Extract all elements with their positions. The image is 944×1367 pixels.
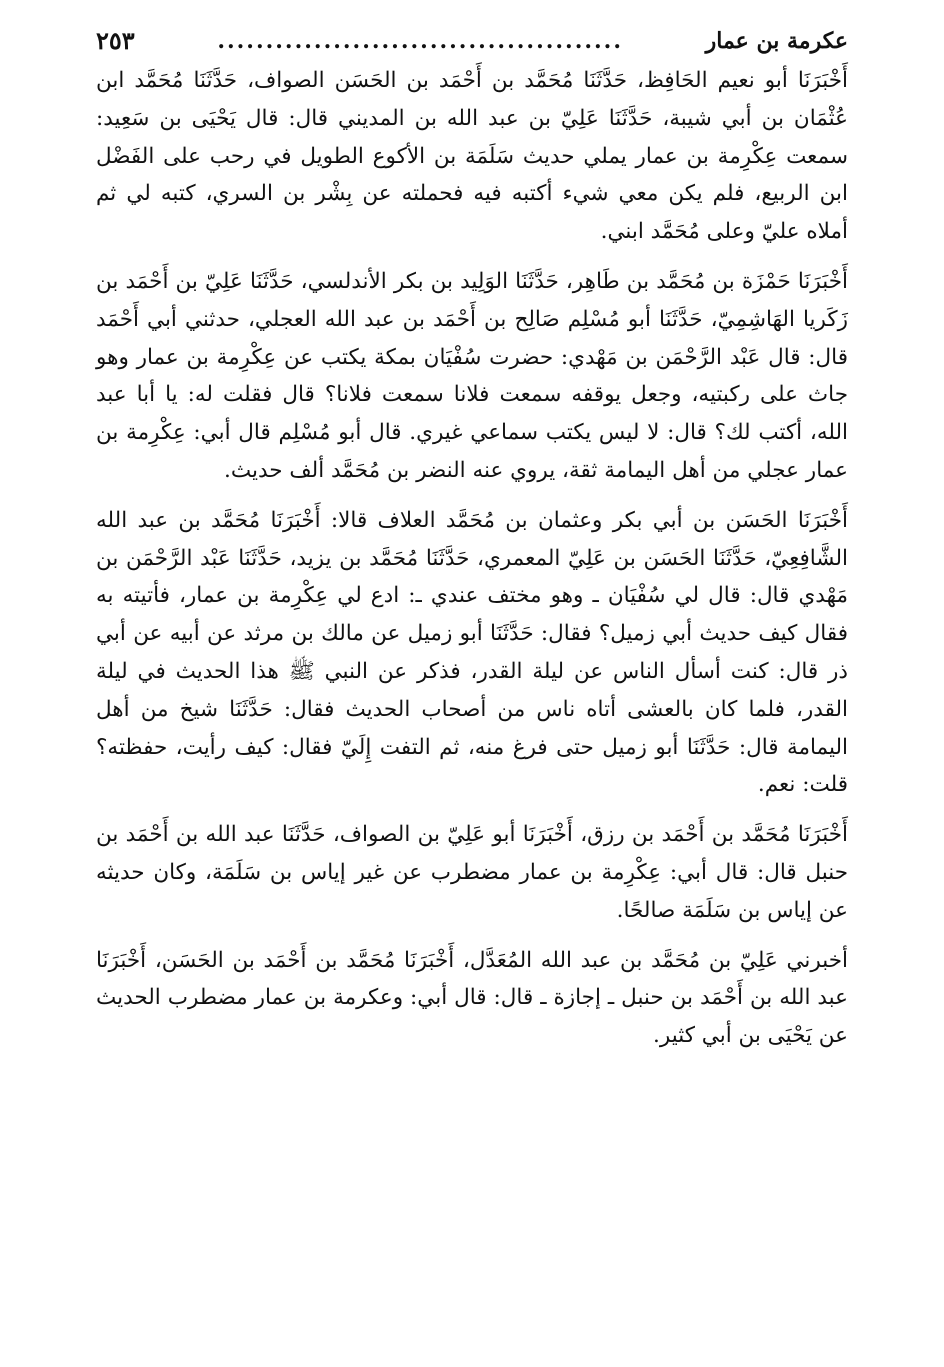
- paragraph-5: أخبرني عَلِيّ بن مُحَمَّد بن عبد الله المُعَدَّل، أَخْبَرَنَا مُحَمَّد بن أَحْمَد بن الحَسَن، أَخْبَرَنَا عبد الله بن أَحْمَد بن حنبل ـ إجازة ـ قال: قال أبي: وعكرمة بن عمار مضطرب الحديث عن يَحْيَى بن أبي كثير.: [96, 947, 848, 1049]
- header-title: عكرمة بن عمار: [705, 28, 848, 54]
- paragraph-1: أَخْبَرَنَا أبو نعيم الحَافِظ، حَدَّثَنَا مُحَمَّد بن أَحْمَد بن الحَسَن الصواف، حَدَّثَنَا مُحَمَّد ابن عُثْمَان بن أبي شيبة، حَدَّثَنَا عَلِيّ بن عبد الله بن المديني قال: قال يَحْيَى بن سَعِيد: سمعت عِكْرِمة بن عمار يملي حديث سَلَمَة بن الأكوع الطويل في رحب على الفَضْل ابن الربيع، فلم يكن معي شيء أكتبه فيه فحملته عن بِشْر بن السري، كتبه لي ثم أملاه عليّ وعلى مُحَمَّد ابني.: [96, 68, 848, 245]
- header-dot-leader: ..........................................: [217, 28, 623, 54]
- paragraph-2: أَخْبَرَنَا حَمْزَة بن مُحَمَّد بن طَاهِر، حَدَّثَنَا الوَلِيد بن بكر الأندلسي، حَدَّثَنَا عَلِيّ بن أَحْمَد بن زَكَريا الهَاشِمِيّ، حَدَّثَنَا أبو مُسْلِم صَالِح بن أَحْمَد بن عبد الله العجلي، حدثني أبي أَحْمَد قال: قال عَبْد الرَّحْمَن بن مَهْدي: حضرت سُفْيَان بمكة يكتب عن عِكْرِمة بن عمار وهو جاث على ركبتيه، وجعل يوقفه سمعت فلانا سمعت فلانا؟ قال فقلت له: يا أبا عبد الله، أكتب لك؟ قال: لا ليس يكتب سماعي غيري. قال أبو مُسْلِم قال أبي: عِكْرِمة بن عمار عجلي من أهل اليمامة ثقة، يروي عنه النضر بن مُحَمَّد ألف حديث.: [96, 268, 848, 483]
- running-header: [96, 22, 848, 60]
- page-number: ٢٥٣: [96, 26, 135, 55]
- paragraph-4: أَخْبَرَنَا مُحَمَّد بن أَحْمَد بن رزق، أَخْبَرَنَا أبو عَلِيّ بن الصواف، حَدَّثَنَا عبد الله بن أَحْمَد بن حنبل قال: قال أبي: عِكْرِمة بن عمار مضطرب عن غير إياس بن سَلَمَة، وكان حديثه عن إياس بن سَلَمَة صالحًا.: [96, 822, 848, 923]
- paragraph-3: أَخْبَرَنَا الحَسَن بن أبي بكر وعثمان بن مُحَمَّد العلاف قالا: أَخْبَرَنَا مُحَمَّد بن عبد الله الشَّافِعِيّ، حَدَّثَنَا الحَسَن بن عَلِيّ المعمري، حَدَّثَنَا مُحَمَّد بن يزيد، حَدَّثَنَا عَبْد الرَّحْمَن بن مَهْدي قال: قال لي سُفْيَان ـ وهو مختف عندي ـ: ادع لي عِكْرِمة بن عمار، فأتيته به فقال كيف حديث أبي زميل؟ فقال: حَدَّثَنَا أبو زميل عن مالك بن مرثد عن أبيه عن أبي ذر قال: كنت أسأل الناس عن ليلة القدر، فذكر عن النبي ﷺ هذا الحديث في ليلة القدر، فلما كان بالعشى أتاه ناس من أصحاب الحديث فقال: حَدَّثَنَا شيخ من أهل اليمامة قال: حَدَّثَنَا أبو زميل حتى فرغ منه، ثم التفت إِلَيّ فقال: كيف رأيت، حفظته؟ قلت: نعم.: [96, 507, 848, 798]
- book-page: [96, 22, 848, 1067]
